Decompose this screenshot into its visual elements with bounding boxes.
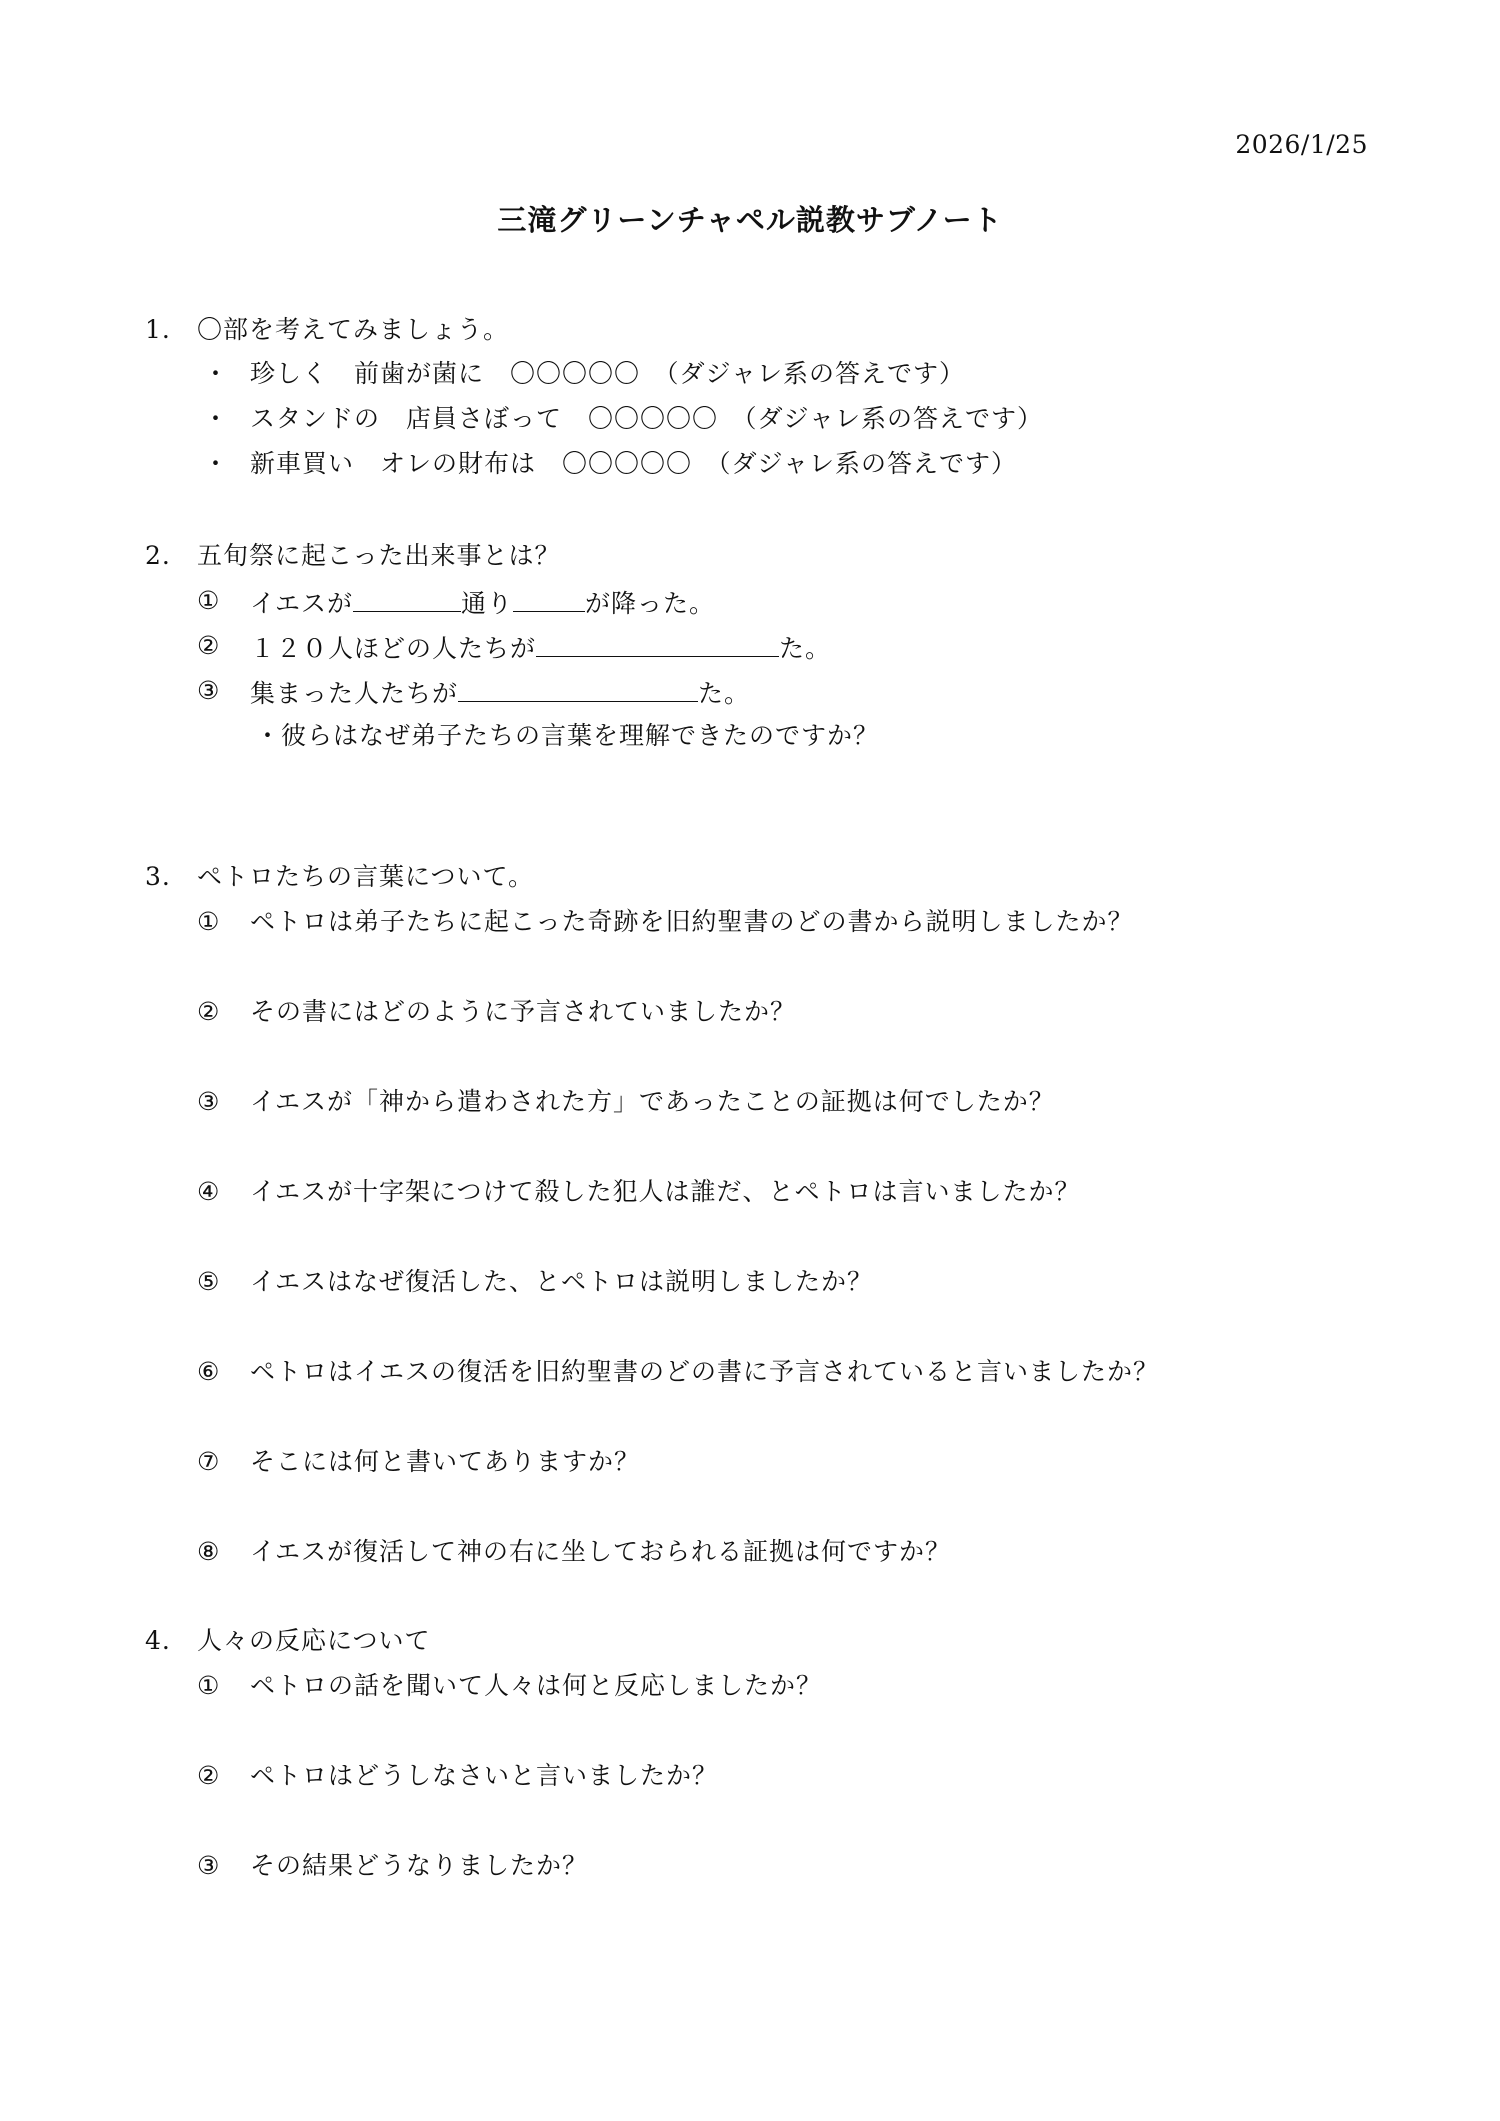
- item-marker: ①: [197, 586, 221, 615]
- answer-blank[interactable]: [458, 675, 698, 702]
- fill-in-sentence: [250, 675, 750, 710]
- item-marker: ②: [197, 997, 221, 1026]
- section-title: 人々の反応について: [197, 1626, 431, 1655]
- item-marker: ⑧: [197, 1537, 221, 1566]
- item-marker: ③: [197, 676, 221, 705]
- answer-blank[interactable]: [513, 585, 585, 612]
- fill-in-sentence: [250, 585, 715, 620]
- item-marker: ④: [197, 1177, 221, 1206]
- item-text: スタンドの 店員さぼって 〇〇〇〇〇 （ダジャレ系の答えです）: [250, 404, 1044, 433]
- bullet: ・: [203, 404, 230, 433]
- question-text: イエスはなぜ復活した、とペトロは説明しましたか？: [250, 1267, 874, 1296]
- fill-in-sentence: [250, 630, 831, 665]
- sentence-part: が降った。: [585, 589, 716, 618]
- question-text: その書にはどのように予言されていましたか？: [250, 997, 797, 1026]
- section-number: 2.: [145, 541, 171, 570]
- note-text: ・彼らはなぜ弟子たちの言葉を理解できたのですか？: [255, 721, 880, 750]
- section-title: 五旬祭に起こった出来事とは？: [197, 541, 561, 570]
- document-date: 2026/1/25: [1235, 130, 1368, 159]
- section-number: 3.: [145, 862, 171, 891]
- item-marker: ②: [197, 1761, 221, 1790]
- question-text: ペトロは弟子たちに起こった奇跡を旧約聖書のどの書から説明しましたか？: [250, 907, 1134, 936]
- sentence-part: 集まった人たちが: [250, 679, 459, 708]
- answer-blank[interactable]: [353, 585, 461, 612]
- section-number: 4.: [145, 1626, 171, 1655]
- question-text: ペトロはイエスの復活を旧約聖書のどの書に予言されていると言いましたか？: [250, 1357, 1160, 1386]
- item-marker: ③: [197, 1851, 221, 1880]
- item-text: 珍しく 前歯が菌に 〇〇〇〇〇 （ダジャレ系の答えです）: [250, 359, 966, 388]
- question-text: イエスが「神から遣わされた方」であったことの証拠は何でしたか？: [250, 1087, 1055, 1116]
- bullet: ・: [203, 449, 230, 478]
- sentence-part: イエスが: [250, 589, 354, 618]
- section-number: 1.: [145, 315, 171, 344]
- document-title: 三滝グリーンチャペル説教サブノート: [497, 203, 1003, 237]
- question-text: ペトロの話を聞いて人々は何と反応しましたか？: [250, 1671, 823, 1700]
- bullet: ・: [203, 359, 230, 388]
- item-marker: ①: [197, 907, 221, 936]
- question-text: イエスが復活して神の右に坐しておられる証拠は何ですか？: [250, 1537, 952, 1566]
- answer-blank[interactable]: [536, 630, 779, 657]
- question-text: イエスが十字架につけて殺した犯人は誰だ、とペトロは言いましたか？: [250, 1177, 1081, 1206]
- item-marker: ③: [197, 1087, 221, 1116]
- question-text: そこには何と書いてありますか？: [250, 1447, 641, 1476]
- section-title: 〇部を考えてみましょう。: [197, 315, 510, 344]
- item-marker: ⑥: [197, 1357, 221, 1386]
- item-marker: ⑦: [197, 1447, 221, 1476]
- item-marker: ①: [197, 1671, 221, 1700]
- sentence-part: た。: [779, 634, 832, 663]
- section-title: ペトロたちの言葉について。: [197, 862, 535, 891]
- item-marker: ⑤: [197, 1267, 221, 1296]
- sentence-part: １２０人ほどの人たちが: [250, 634, 537, 663]
- sentence-part: た。: [698, 679, 751, 708]
- item-marker: ②: [197, 631, 221, 660]
- question-text: ペトロはどうしなさいと言いましたか？: [250, 1761, 719, 1790]
- question-text: その結果どうなりましたか？: [250, 1851, 589, 1880]
- item-text: 新車買い オレの財布は 〇〇〇〇〇 （ダジャレ系の答えです）: [250, 449, 1018, 478]
- sentence-part: 通り: [461, 589, 514, 618]
